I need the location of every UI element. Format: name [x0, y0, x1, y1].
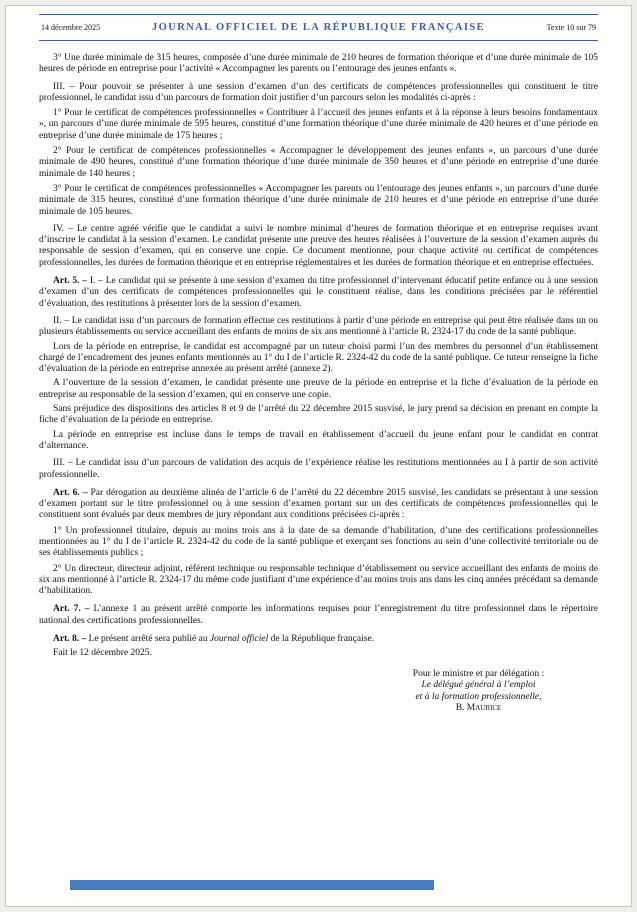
- paragraph: [39, 316, 598, 339]
- signature-block: [361, 669, 596, 715]
- text-run: II. – Le candidat issu d’un parcours de formation effectue ces restitutions à partir d’une période en entreprise qui peut être réalisée dans un ou plusieurs établissements ou service accueillant des enfants de moins de six ans mentionné à l’article R. 2324-17 du code de la santé publique.: [39, 315, 598, 338]
- paragraph: [39, 634, 598, 645]
- text-run: 2° Pour le certificat de compétences professionnelles « Accompagner le développement des jeunes enfants », un parcours d’une durée minimale de 490 heures, constitué d’une formation théorique d’une durée minimale de 350 heures et d’une période en entreprise d’une durée minimale de 140 heures ;: [39, 146, 598, 179]
- text-run: III. – Le candidat issu d’un parcours de validation des acquis de l’expérience réalise les restitutions mentionnées au I à partir de son activité professionnelle.: [39, 458, 598, 480]
- text-run: B. M: [455, 703, 476, 714]
- text-run: 2° Un directeur, directeur adjoint, référent technique ou responsable technique d’établissement ou service accueillant des enfants de moins de six ans mentionné à l’article R. 2324-17 du même code justifiant d’une expérience d’au moins trois ans dans les cinq années précédant sa demande d’habilitation.: [39, 563, 598, 597]
- text-run: Pour le ministre et par délégation :: [412, 668, 545, 679]
- paragraph: [39, 526, 598, 560]
- text-run: Art. 7. –: [53, 604, 94, 615]
- paragraph: [39, 342, 598, 376]
- document-sheet: [5, 5, 632, 907]
- text-run: Art. 6. –: [53, 487, 91, 498]
- paragraph: [39, 108, 598, 142]
- text-run: de la République française.: [268, 634, 375, 645]
- paragraph: [39, 184, 598, 218]
- footer-highlight-bar: [70, 880, 434, 890]
- header-page-ref: Texte 10 sur 79: [546, 23, 596, 32]
- paragraph: [39, 458, 598, 481]
- paragraph: [39, 430, 598, 453]
- paragraph: [39, 564, 598, 598]
- text-run: Lors de la période en entreprise, le candidat est accompagné par un tuteur choisi parmi l’un des membres du personnel d’un établissement chargé de l’encadrement des jeunes enfants mentionnés au 1° du I de l’article R. 2324-42 du code de la santé publique. Ce tuteur renseigne la fiche d’évaluation de la période en entreprise annexée au présent arrêté (annexe 2).: [39, 341, 598, 375]
- text-run: Fait le 12 décembre 2025.: [53, 648, 152, 659]
- text-run: 3° Pour le certificat de compétences professionnelles « Accompagner les parents ou l’entourage des jeunes enfants », un parcours d’une durée minimale de 315 heures, constitué d’une formation théorique d’une durée minimale de 210 heures et d’une période en entreprise d’une durée minimale de 105 heures.: [39, 183, 598, 217]
- text-run: Le présent arrêté sera publié au: [88, 634, 210, 645]
- text-run: La période en entreprise est incluse dans le temps de travail en établissement d’accueil du jeune enfant pour le candidat en contrat d’alternance.: [39, 429, 598, 451]
- paragraph: [39, 378, 598, 401]
- text-run: IV. – Le centre agréé vérifie que le candidat a suivi le nombre minimal d’heures de formation théorique et en entreprise requises avant d’inscrire le candidat à la session d’examen. Le candidat présente une preuve des heures réalisées à l’ouverture de la session d’examen auprès du responsable de session d’examen, qui en conserve une copie. Ce document mentionne, pour chaque activité ou certificat de compétences professionnelles, les durées de formation théorique et en entreprise réglementaires et les durées de formation théorique et en entreprise effectuées.: [39, 223, 598, 268]
- paragraph: [39, 276, 598, 310]
- text-run: I. – Le candidat qui se présente à une session d’examen du titre professionnel d’intervenant éducatif petite enfance ou à une session d’examen d’un des certificats de compétences professionnelles qui le constituent réalise, dans les conditions précisées par le référentiel d’évaluation, des restitutions à présenter lors de la session d’examen.: [39, 276, 598, 309]
- text-run: L’annexe 1 au présent arrêté comporte les informations requises pour l’enregistrement du titre professionnel dans le répertoire national des certifications professionnelles.: [39, 604, 598, 626]
- text-run: aurice: [475, 703, 502, 714]
- paragraph: [39, 82, 598, 105]
- page-header: [39, 15, 598, 40]
- text-run: et à la formation professionnelle,: [415, 691, 542, 702]
- text-run: Sans préjudice des dispositions des articles 8 et 9 de l’arrêté du 22 décembre 2015 susvisé, le jury prend sa décision en prenant en compte la fiche d’évaluation de la période en entreprise.: [39, 404, 598, 426]
- article-paragraphs: [39, 53, 598, 660]
- signature-line: [361, 669, 596, 681]
- text-run: Le délégué général à l’emploi: [421, 680, 536, 691]
- text-run: Journal officiel: [209, 634, 269, 645]
- text-run: Art. 5. –: [53, 276, 90, 287]
- header-bottom-rule: [39, 40, 598, 41]
- paragraph: [39, 488, 598, 522]
- text-run: 1° Pour le certificat de compétences professionnelles « Contribuer à l’accueil des jeunes enfants et à la réponse à leurs besoins fondamentaux », un parcours d’une durée minimale de 595 heures, constitué d’une formation théorique d’une durée minimale de 420 heures et d’une période en entreprise d’une durée minimale de 175 heures ;: [39, 108, 598, 141]
- text-run: 1° Un professionnel titulaire, depuis au moins trois ans à la date de sa demande d’habilitation, d’une des certifications professionnelles mentionnées au 1° du I de l’article R. 2324-42 du code de la santé publique et exerçant ses fonctions au sein d’une collectivité territoriale ou de ses établissements publics ;: [39, 525, 598, 559]
- header-date: 14 décembre 2025: [41, 23, 101, 32]
- paragraph: [39, 604, 598, 627]
- signature-line: [361, 692, 596, 704]
- journal-title: JOURNAL OFFICIEL DE LA RÉPUBLIQUE FRANÇAISE: [152, 22, 485, 33]
- text-run: Par dérogation au deuxième alinéa de l’article 6 de l’arrêté du 22 décembre 2015 susvisé, les candidats se présentant à une session d’examen portant sur le titre professionnel ou à une session d’examen portant sur un des certificats de compétences professionnelles qui le constituent sont évalués par deux membres de jury répondant aux conditions précisées ci-après :: [39, 487, 598, 521]
- text-run: III. – Pour pouvoir se présenter à une session d’examen d’un des certificats de compétences professionnelles qui constituent le titre professionnel, le candidat issu d’un parcours de formation doit justifier d’un parcours selon les modalités ci-après :: [39, 81, 598, 103]
- text-run: A l’ouverture de la session d’examen, le candidat présente une preuve de la période en entreprise et la fiche d’évaluation de la période en entreprise au responsable de la session d’examen, qui en conserve une copie.: [39, 378, 598, 400]
- signature-line: [361, 680, 596, 692]
- signature-line: [361, 703, 596, 715]
- document-content: [39, 14, 598, 715]
- paragraph: [39, 648, 598, 659]
- text-run: 3° Une durée minimale de 315 heures, composée d’une durée minimale de 210 heures de formation théorique et d’une durée minimale de 105 heures de période en entreprise pour l’activité « Accompagner les parents ou l’entourage des jeunes enfants ».: [39, 53, 598, 75]
- paragraph: [39, 404, 598, 427]
- text-run: Art. 8. –: [53, 634, 89, 645]
- paragraph: [39, 146, 598, 180]
- paragraph: [39, 53, 598, 76]
- paragraph: [39, 224, 598, 269]
